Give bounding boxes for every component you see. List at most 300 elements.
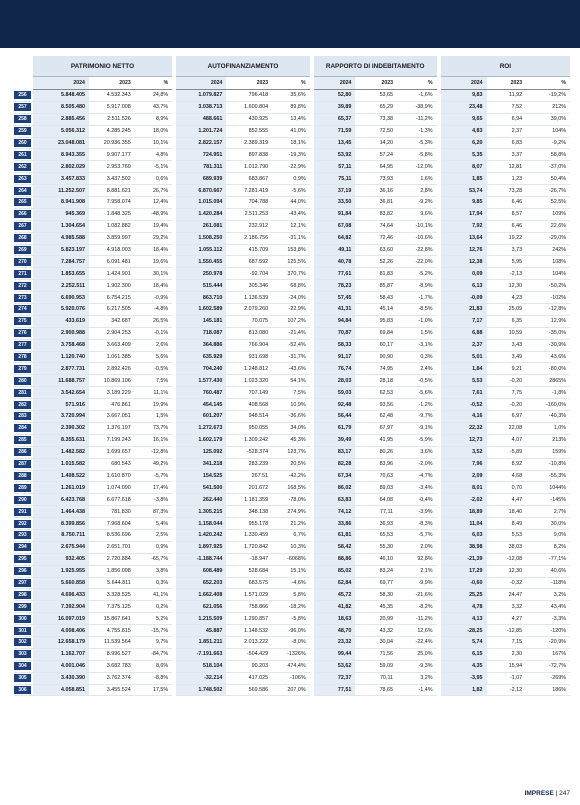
cell-af-pct: 474,4% [272,660,309,672]
cell-ri-pct: -9,1% [397,422,437,434]
cell-af-2023: 267.51 [226,470,272,482]
cell-ri-2024: 77,61 [314,268,356,280]
cell-roi-2023: 10,59 [487,327,527,339]
cell-roi-2023: -2,13 [487,268,527,280]
cell-roi-2024: 9,85 [441,197,487,209]
cell-roi-pct: 104% [526,268,570,280]
cell-pn-2024: 2.885.456 [33,113,89,125]
cell-pn-pct: 8,6% [135,660,172,672]
cell-roi-pct: 242% [526,244,570,256]
cell-af-2024: 1.602.589 [176,304,226,316]
cell-ri-2023: 41,95 [355,434,397,446]
cell-pn-2024: 945.369 [33,208,89,220]
cell-pn-pct: 29,2% [135,232,172,244]
table-row [14,149,570,161]
cell-ri-2023: 83,82 [355,208,397,220]
row-number-badge: 287 [14,460,31,468]
cell-pn-2023: 4.285.245 [89,125,135,137]
cell-pn-pct: 10,1% [135,137,172,149]
cell-af-pct: 13,4% [272,113,309,125]
cell-roi-2023: 12,30 [487,565,527,577]
cell-roi-pct: 8,2% [526,541,570,553]
cell-roi-pct: -145% [526,494,570,506]
cell-pn-pct: 18,0% [135,125,172,137]
cell-pn-pct: -5,1% [135,161,172,173]
cell-af-pct: 370,7% [272,268,309,280]
cell-pn-2024: 5.056.312 [33,125,89,137]
cell-ri-pct: 1,5% [397,327,437,339]
cell-roi-2023: -2,12 [487,684,527,696]
cell-roi-2023: 6,46 [487,197,527,209]
cell-roi-2023: 8,92 [487,458,527,470]
cell-pn-2024: 2.802.029 [33,161,89,173]
cell-af-2023: -504.429 [226,648,272,660]
cell-roi-2023: 3,49 [487,351,527,363]
cell-roi-pct: -120% [526,625,570,637]
cell-ri-2023: 36,16 [355,185,397,197]
cell-af-2024: 1.550.455 [176,256,226,268]
cell-roi-2024: -0,09 [441,292,487,304]
cell-ri-2024: 41,31 [314,304,356,316]
cell-roi-2024: 0,09 [441,268,487,280]
cell-roi-2023: 18,40 [487,506,527,518]
cell-ri-pct: -9,7% [397,411,437,423]
cell-roi-2023: -0,20 [487,375,527,387]
row-number-badge: 279 [14,365,31,373]
cell-af-2024: 781.311 [176,161,226,173]
col-2024: 2024 [441,77,487,90]
cell-roi-2023: 7,52 [487,101,527,113]
cell-pn-pct: -8,8% [135,672,172,684]
cell-af-2023: 305.346 [226,280,272,292]
cell-ri-pct: 0,3% [397,351,437,363]
cell-pn-pct: 30,1% [135,268,172,280]
cell-pn-2024: 11.252.507 [33,185,89,197]
cell-af-2023: 417.025 [226,672,272,684]
cell-pn-2023: 2.651.701 [89,541,135,553]
cell-af-pct: 6,7% [272,529,309,541]
cell-ri-2023: 30,04 [355,636,397,648]
cell-roi-2023: 8,57 [487,208,527,220]
cell-ri-pct: -3,9% [397,506,437,518]
cell-roi-2024: 2,09 [441,470,487,482]
cell-af-2024: 1.055.112 [176,244,226,256]
cell-ri-2024: 91,17 [314,351,356,363]
cell-pn-2023: 680.543 [89,458,135,470]
cell-pn-pct: 26,7% [135,185,172,197]
cell-ri-2023: 81,83 [355,268,397,280]
cell-ri-pct: 2,8% [397,185,437,197]
cell-ri-2024: 83,17 [314,446,356,458]
cell-af-2023: 931.698 [226,351,272,363]
cell-ri-2024: 18,63 [314,613,356,625]
cell-ri-2023: 73,38 [355,113,397,125]
cell-pn-pct: 0,2% [135,601,172,613]
cell-pn-2024: 2.900.988 [33,327,89,339]
cell-ri-2023: 83,24 [355,565,397,577]
cell-ri-2023: 28,18 [355,375,397,387]
cell-pn-2024: 1.853.655 [33,268,89,280]
row-number-badge: 267 [14,222,31,230]
cell-pn-2024: 1.408.522 [33,470,89,482]
cell-af-2024: 724.951 [176,149,226,161]
row-number-badge: 281 [14,389,31,397]
row-number-badge: 263 [14,175,31,183]
cell-af-pct: 89,8% [272,101,309,113]
cell-af-2024: 1.201.724 [176,125,226,137]
cell-ri-2024: 53,92 [314,149,356,161]
cell-af-2024: 1.420.242 [176,529,226,541]
row-number-badge: 297 [14,579,31,587]
cell-roi-2024: 17,94 [441,208,487,220]
cell-pn-2023: 3.762.374 [89,672,135,684]
table-row [14,268,570,280]
cell-af-2023: 687.592 [226,256,272,268]
cell-pn-pct: 0,9% [135,541,172,553]
cell-ri-2023: 72,46 [355,232,397,244]
financial-table [14,56,570,696]
row-number-badge: 257 [14,103,31,111]
cell-pn-pct: 18,4% [135,244,172,256]
cell-ri-pct: -1,4% [397,684,437,696]
row-number-badge: 266 [14,210,31,218]
cell-roi-pct: -9,2% [526,137,570,149]
cell-pn-pct: -15,7% [135,625,172,637]
cell-pn-pct: 17,4% [135,482,172,494]
cell-af-pct: 35,6% [272,90,309,102]
group-header-patrimonio-netto: PATRIMONIO NETTO [33,56,173,77]
table-row [14,434,570,446]
row-number-badge: 273 [14,294,31,302]
cell-ri-pct: -0,5% [397,375,437,387]
cell-roi-2024: 5,74 [441,636,487,648]
group-header-rapporto-indebitamento: RAPPORTO DI INDEBITAMENTO [314,56,437,77]
table-row [14,494,570,506]
cell-ri-2024: 92,48 [314,399,356,411]
table-row [14,185,570,197]
cell-ri-pct: -5,9% [397,434,437,446]
cell-ri-2023: 69,84 [355,327,397,339]
cell-af-2024: 1.662.408 [176,589,226,601]
cell-roi-pct: -35,0% [526,327,570,339]
cell-af-pct: 68,8% [272,280,309,292]
cell-roi-2023: 6,83 [487,137,527,149]
row-number-badge: 272 [14,282,31,290]
cell-ri-2023: 60,17 [355,339,397,351]
table-row [14,292,570,304]
cell-ri-2024: 61,81 [314,529,356,541]
cell-roi-2024: 21,83 [441,304,487,316]
table-row [14,256,570,268]
cell-pn-pct: -84,7% [135,648,172,660]
cell-roi-2024: 6,15 [441,648,487,660]
table-row [14,399,570,411]
cell-roi-2023: 4,47 [487,494,527,506]
cell-roi-pct: 1044% [526,482,570,494]
cell-pn-2024: 571.916 [33,399,89,411]
col-pct: % [135,77,172,90]
year-header-row [14,77,570,90]
cell-pn-pct: 0,3% [135,577,172,589]
cell-pn-2024: 5.920.076 [33,304,89,316]
cell-pn-2023: 6.677.618 [89,494,135,506]
cell-af-2023: 683.867 [226,173,272,185]
cell-pn-2023: 3.189.229 [89,387,135,399]
cell-roi-2023: 7,15 [487,636,527,648]
cell-pn-pct: 24,8% [135,90,172,102]
cell-af-2023: 2.389.319 [226,137,272,149]
cell-ri-2023: 62,53 [355,387,397,399]
cell-roi-2024: 6,13 [441,280,487,292]
cell-pn-2024: 3.758.468 [33,339,89,351]
row-number-badge: 271 [14,270,31,278]
cell-pn-2024: 6.423.768 [33,494,89,506]
cell-roi-pct: -160,0% [526,399,570,411]
cell-roi-2023: 2,30 [487,648,527,660]
cell-roi-2024: 12,76 [441,244,487,256]
cell-pn-2023: 9.907.177 [89,149,135,161]
row-number-badge: 305 [14,674,31,682]
cell-af-pct: 12,1% [272,220,309,232]
cell-roi-2023: 3,37 [487,149,527,161]
table-row [14,482,570,494]
cell-pn-2023: 3.437.502 [89,173,135,185]
cell-ri-pct: -22,0% [397,256,437,268]
table-row [14,672,570,684]
cell-roi-pct: 43,4% [526,601,570,613]
row-number-badge: 256 [14,91,31,99]
cell-pn-pct: 11,1% [135,387,172,399]
cell-pn-2024: 5.823.197 [33,244,89,256]
cell-pn-pct: 2,6% [135,339,172,351]
cell-ri-pct: 2,0% [397,541,437,553]
cell-pn-2023: 3.455.524 [89,684,135,696]
cell-roi-2023: 6,97 [487,411,527,423]
table-row [14,137,570,149]
cell-pn-2024: 1.464.438 [33,506,89,518]
cell-ri-pct: -12,0% [397,161,437,173]
cell-af-2024: 488.661 [176,113,226,125]
cell-roi-pct: 2865% [526,375,570,387]
cell-roi-pct: -20,9% [526,636,570,648]
cell-ri-2023: 89,03 [355,482,397,494]
cell-ri-2024: 75,11 [314,173,356,185]
table-row [14,660,570,672]
cell-af-2023: 2.013.222 [226,636,272,648]
cell-ri-2024: 45,72 [314,589,356,601]
cell-af-2023: 1.023.320 [226,375,272,387]
cell-roi-pct: -19,2% [526,90,570,102]
cell-af-2024: 454.145 [176,399,226,411]
cell-pn-pct: 43,7% [135,101,172,113]
cell-ri-pct: -8,2% [397,601,437,613]
row-number-badge: 291 [14,508,31,516]
cell-roi-2024: 13,64 [441,232,487,244]
cell-pn-pct: 18,4% [135,280,172,292]
cell-ri-pct: -11,2% [397,113,437,125]
cell-pn-2024: 1.261.019 [33,482,89,494]
cell-af-2024: 1.215.509 [176,613,226,625]
cell-roi-2024: 1,85 [441,173,487,185]
table-row [14,518,570,530]
cell-af-pct: 34,0% [272,422,309,434]
table-row [14,565,570,577]
cell-pn-2023: 3.663.409 [89,339,135,351]
cell-af-2023: 897.838 [226,149,272,161]
cell-ri-pct: 2,4% [397,363,437,375]
cell-af-2023: -528.374 [226,446,272,458]
cell-pn-2023: 4.532.343 [89,90,135,102]
cell-roi-pct: -1,8% [526,387,570,399]
cell-ri-2023: 46,10 [355,553,397,565]
cell-roi-2024: -2,02 [441,494,487,506]
cell-ri-pct: -1,0% [397,315,437,327]
cell-roi-pct: -30,9% [526,339,570,351]
cell-ri-2023: 57,24 [355,149,397,161]
cell-pn-2023: 5.917.008 [89,101,135,113]
cell-pn-2023: 1.610.870 [89,470,135,482]
cell-ri-pct: -9,3% [397,660,437,672]
cell-ri-2023: 65,29 [355,101,397,113]
cell-ri-2023: 71,56 [355,648,397,660]
cell-ri-2024: 67,08 [314,220,356,232]
cell-ri-2024: 48,70 [314,625,356,637]
cell-af-2024: 760.487 [176,387,226,399]
cell-roi-2024: 12,73 [441,434,487,446]
cell-af-pct: -5,8% [272,613,309,625]
cell-ri-pct: -8,5% [397,304,437,316]
cell-pn-pct: 19,6% [135,256,172,268]
cell-pn-2024: 1.925.955 [33,565,89,577]
cell-roi-2023: 4,23 [487,292,527,304]
cell-ri-pct: -38,9% [397,101,437,113]
cell-roi-2024: 8,07 [441,161,487,173]
cell-pn-2023: 1.424.901 [89,268,135,280]
cell-ri-2023: 45,14 [355,304,397,316]
row-number-badge: 295 [14,555,31,563]
row-number-badge: 264 [14,187,31,195]
cell-ri-pct: -3,4% [397,482,437,494]
cell-ri-pct: 25,0% [397,648,437,660]
cell-af-2024: 6.870.667 [176,185,226,197]
cell-ri-2023: 53,65 [355,90,397,102]
cell-roi-2023: 12,30 [487,280,527,292]
cell-roi-2023: 5,95 [487,256,527,268]
cell-af-2023: 2.079.260 [226,304,272,316]
cell-pn-2024: 6.690.953 [33,292,89,304]
cell-roi-2023: 25,09 [487,304,527,316]
cell-roi-2023: 6,46 [487,220,527,232]
cell-af-2024: 262.440 [176,494,226,506]
row-number-badge: 282 [14,401,31,409]
table-row [14,458,570,470]
cell-af-pct: 10,3% [272,541,309,553]
cell-af-pct: 274,9% [272,506,309,518]
row-number-badge: 260 [14,139,31,147]
cell-roi-2023: -0,20 [487,399,527,411]
cell-pn-2023: 6.754.215 [89,292,135,304]
cell-pn-pct: 0,6% [135,173,172,185]
cell-pn-pct: -3,8% [135,494,172,506]
row-number-badge: 292 [14,520,31,528]
cell-ri-pct: -1,2% [397,399,437,411]
table-row [14,339,570,351]
cell-af-2023: 1.309.242 [226,434,272,446]
cell-ri-2024: 57,45 [314,292,356,304]
cell-ri-2024: 74,12 [314,506,356,518]
cell-roi-2024: 18,89 [441,506,487,518]
cell-af-pct: 15,1% [272,565,309,577]
cell-af-2023: 430.925 [226,113,272,125]
cell-ri-2023: 74,95 [355,363,397,375]
cell-af-2023: -18.947 [226,553,272,565]
cell-pn-pct: 49,2% [135,458,172,470]
row-number-badge: 278 [14,353,31,361]
col-pct: % [272,77,309,90]
cell-ri-2023: 70,63 [355,470,397,482]
cell-af-2023: -92.704 [226,268,272,280]
cell-roi-pct: 30,0% [526,518,570,530]
row-number-badge: 296 [14,567,31,575]
cell-ri-pct: -5,6% [397,387,437,399]
cell-ri-2024: 62,84 [314,577,356,589]
cell-af-2023: 950.055 [226,422,272,434]
cell-pn-pct: 17,5% [135,684,172,696]
cell-roi-pct: -269% [526,672,570,684]
cell-roi-pct: -50,2% [526,280,570,292]
cell-ri-pct: -8,9% [397,280,437,292]
cell-af-pct: -36,6% [272,411,309,423]
table-row [14,327,570,339]
cell-ri-2024: 39,89 [314,101,356,113]
cell-roi-2023: 24,47 [487,589,527,601]
table-row [14,601,570,613]
cell-roi-2024: -21,39 [441,553,487,565]
cell-ri-2024: 64,82 [314,232,356,244]
cell-af-pct: -22,9% [272,161,309,173]
cell-roi-2024: 1,84 [441,363,487,375]
cell-pn-pct: 87,3% [135,506,172,518]
cell-pn-2023: 15.867.641 [89,613,135,625]
cell-ri-2024: 86,02 [314,482,356,494]
cell-ri-pct: -1,3% [397,125,437,137]
cell-roi-2023: 3,73 [487,244,527,256]
cell-pn-2023: 1.376.197 [89,422,135,434]
row-number-badge: 293 [14,531,31,539]
cell-ri-2023: 58,43 [355,292,397,304]
cell-pn-2024: 3.720.994 [33,411,89,423]
cell-af-pct: 21,2% [272,518,309,530]
cell-ri-pct: -5,3% [397,137,437,149]
cell-pn-2024: 2.675.944 [33,541,89,553]
cell-pn-2024: 1.015.582 [33,458,89,470]
cell-pn-2024: 4.696.433 [33,589,89,601]
cell-pn-2023: 11.539.564 [89,636,135,648]
table-row [14,684,570,696]
table-row [14,375,570,387]
cell-pn-pct: 26,5% [135,315,172,327]
col-2023: 2023 [487,77,527,90]
cell-pn-2024: 1.482.582 [33,446,89,458]
table-row [14,232,570,244]
cell-af-pct: 168,5% [272,482,309,494]
cell-pn-2024: 3.430.390 [33,672,89,684]
cell-roi-2023: 7,75 [487,387,527,399]
cell-af-2024: 601.207 [176,411,226,423]
cell-ri-2024: 33,50 [314,197,356,209]
cell-af-2024: 1.015.094 [176,197,226,209]
cell-af-2023: 955.178 [226,518,272,530]
